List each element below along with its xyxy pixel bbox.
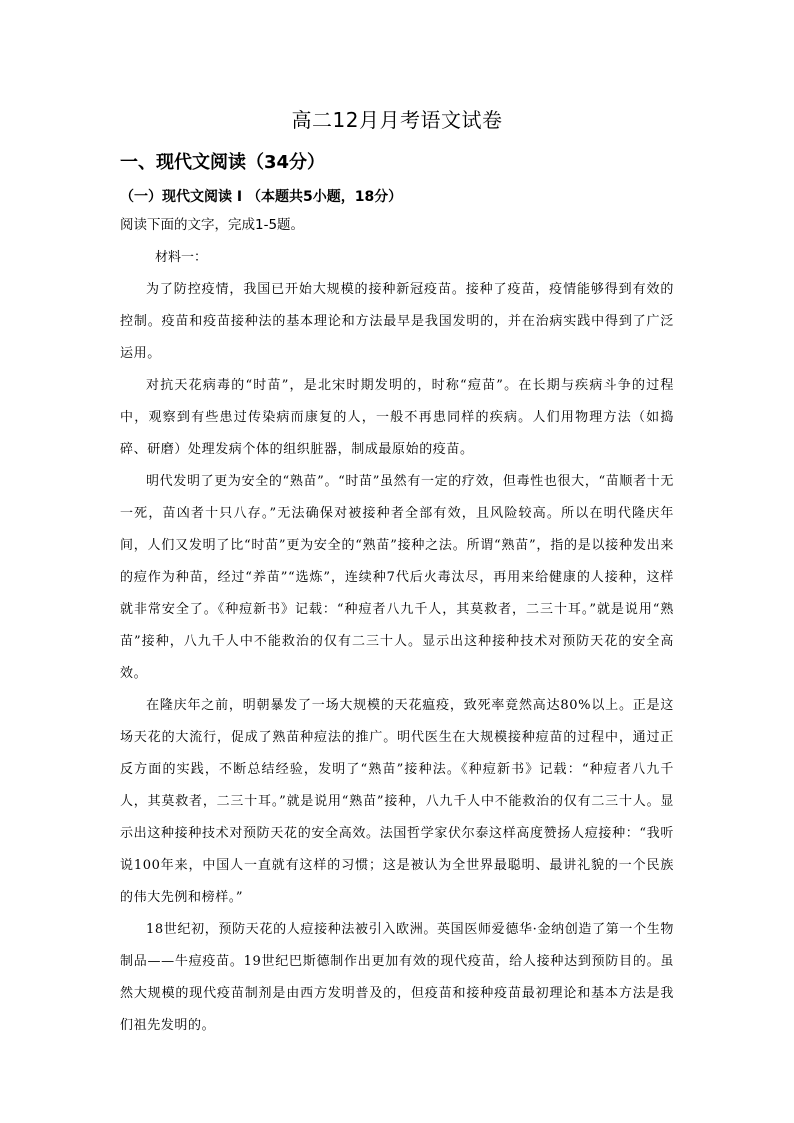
exam-title: 高二12月月考语文试卷 <box>291 108 503 132</box>
passage-paragraph: 为了防控疫情，我国已开始大规模的接种新冠疫苗。接种了疫苗，疫情能够得到有效的控制。疫苗和疫苗接种法的基本理论和方法最早是我国发明的，并在治病实践中得到了广泛运用。 <box>120 282 674 361</box>
sub-heading: （一）现代文阅读 I （本题共5小题，18分） <box>120 189 403 205</box>
reading-instruction: 阅读下面的文字，完成1-5题。 <box>120 217 305 233</box>
passage-paragraph: 18世纪初，预防天花的人痘接种法被引入欧洲。英国医师爱德华·金纳创造了第一个生物制品——牛痘疫苗。19世纪巴斯德制作出更加有效的现代疫苗，给人接种达到预防目的。虽然大规模的现代疫苗制剂是由西方发明普及的，但疫苗和接种疫苗最初理论和基本方法是我们祖先发明的。 <box>120 922 674 1033</box>
passage-paragraph: 明代发明了更为安全的“熟苗”。“时苗”虽然有一定的疗效，但毒性也很大，“苗顺者十无一死，苗凶者十只八存。”无法确保对被接种者全部有效，且风险较高。所以在明代隆庆年间，人们又发明了比“时苗”更为安全的“熟苗”接种之法。所谓“熟苗”，指的是以接种发出来的痘作为种苗，经过“养苗”“选炼”，连续种7代后火毒汰尽，再用来给健康的人接种，这样就非常安全了。《种痘新书》记载：“种痘者八九千人，其莫救者，二三十耳。”就是说用“熟苗”接种，八九千人中不能救治的仅有二三十人。显示出这种接种技术对预防天花的安全高效。 <box>120 474 674 681</box>
section-heading: 一、现代文阅读（34分） <box>120 152 326 173</box>
passage-paragraph: 对抗天花病毒的“时苗”，是北宋时期发明的，时称“痘苗”。在长期与疾病斗争的过程中，观察到有些患过传染病而康复的人，一般不再患同样的疾病。人们用物理方法（如捣碎、研磨）处理发病个体的组织脏器，制成最原始的疫苗。 <box>120 378 674 457</box>
material-label: 材料一： <box>155 250 208 265</box>
passage-body <box>120 274 674 1042</box>
passage-paragraph: 在隆庆年之前，明朝暴发了一场大规模的天花瘟疫，致死率竟然高达80%以上。正是这场天花的大流行，促成了熟苗种痘法的推广。明代医生在大规模接种痘苗的过程中，通过正反方面的实践，不断总结经验，发明了“熟苗”接种法。《种痘新书》记载：“种痘者八九千人，其莫救者，二三十耳。”就是说用“熟苗”接种，八九千人中不能救治的仅有二三十人。显示出这种接种技术对预防天花的安全高效。法国哲学家伏尔泰这样高度赞扬人痘接种：“我听说100年来，中国人一直就有这样的习惯；这是被认为全世界最聪明、最讲礼貌的一个民族的伟大先例和榜样。” <box>120 698 674 905</box>
